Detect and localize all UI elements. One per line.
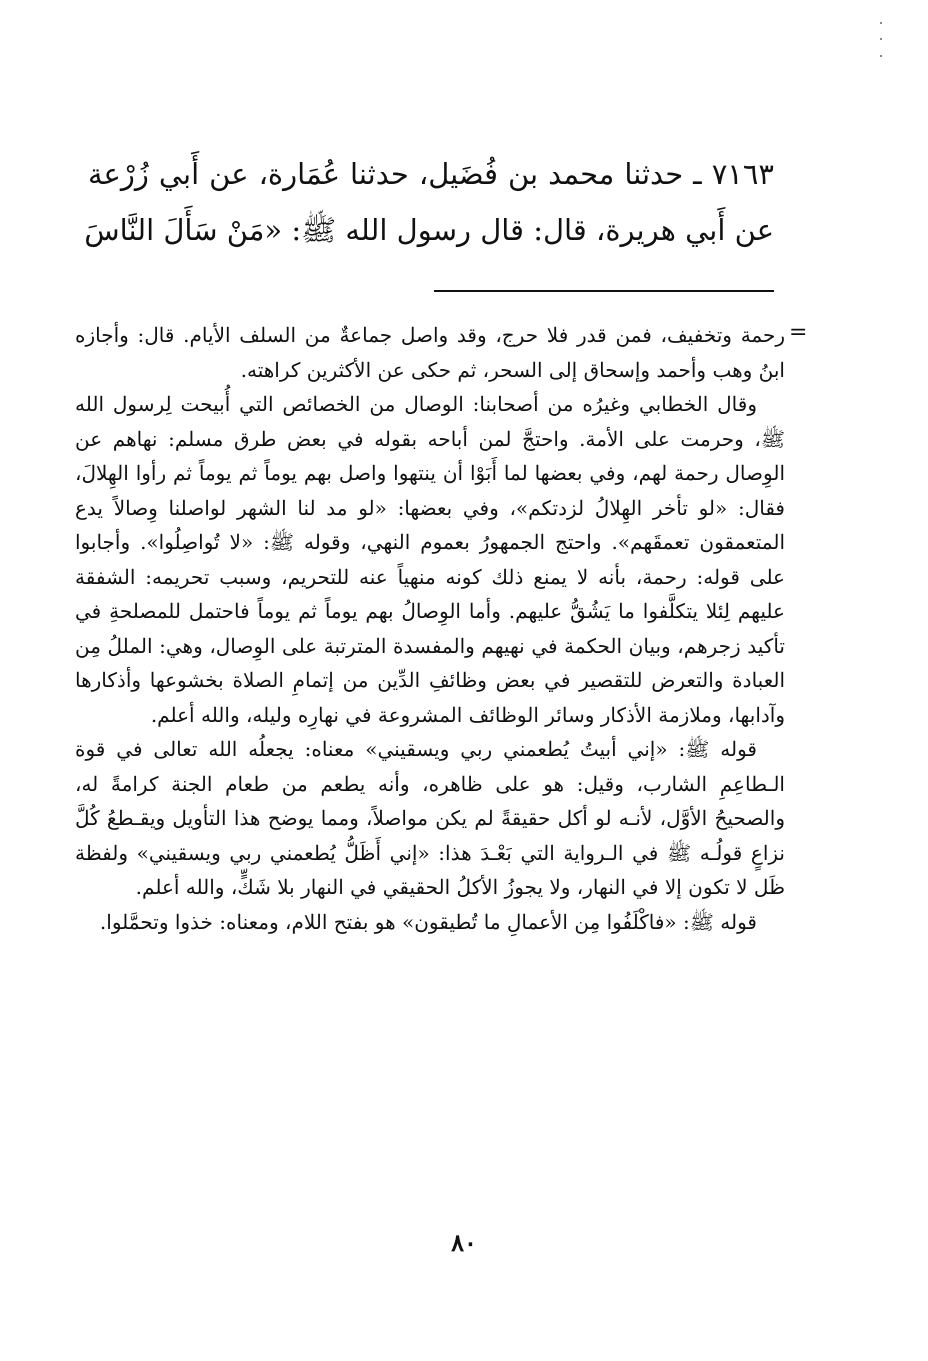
footnote-paragraph-3: قوله ﷺ: «إني أبيتُ يُطعمني ربي ويسقيني» معناه: يجعلُه الله تعالى في قوة الـطاعِمِ الشارب، وقيل: هو على ظاهره، وأنه يطعم من طعام الجنة كرامةً له، والصحيحُ الأوَّل، لأنـه لو أكل حقيقةً لم يكن مواصلاً، ومما يوضح هذا التأويل ويقـطعُ كُلَّ نزاعٍ قولُـه ﷺ في الـرواية التي بَعْـدَ هذا: «إني أَظَلُّ يُطعمني ربي ويسقيني» ولفظة ظَل لا تكون إلا في النهار، ولا يجوزُ الأكلُ الحقيقي في النهار بلا شَكٍّ، والله أعلم. bbox=[75, 737, 785, 899]
footnote-separator bbox=[434, 290, 774, 292]
hadith-line-1: ٧١٦٣ ـ حدثنا محمد بن فُضَيل، حدثنا عُمَارة، عن أَبي زُرْعة bbox=[88, 157, 774, 191]
footnote-block bbox=[75, 318, 785, 939]
scan-speck bbox=[880, 22, 882, 24]
hadith-text bbox=[84, 146, 774, 258]
scan-speck bbox=[880, 55, 882, 57]
scan-speck bbox=[880, 38, 882, 40]
footnote-paragraph-2: وقال الخطابي وغيرُه من أصحابنا: الوصال من الخصائص التي أُبيحت لِرسول الله ﷺ، وحرمت على الأمة. واحتجَّ لمن أباحه بقوله في بعض طرق مسلم: نهاهم عن الوِصال رحمة لهم، وفي بعضها لما أَبَوْا أن ينتهوا واصل بهم يوماً ثم يوماً ثم رأوا الهِلالَ، فقال: «لو تأخر الهِلالُ لزدتكم»، وفي بعضها: «لو مد لنا الشهر لواصلنا وِصالاً يدع المتعمقون تعمقَهم». واحتج الجمهورُ بعموم النهي، وقوله ﷺ: «لا تُواصِلُوا». وأجابوا على قوله: رحمة، بأنه لا يمنع ذلك كونه منهياً عنه للتحريم، وسبب تحريمه: الشفقة عليهم لِئلا يتكلَّفوا ما يَشُقُّ عليهم. وأما الوِصالُ بهم يوماً ثم يوماً فاحتمل للمصلحةِ في تأكيد زجرهم، وبيان الحكمة في نهيهم والمفسدة المترتبة على الوِصال، وهي: المللُ مِن العبادة والتعرض للتقصير في بعض وظائفِ الدِّين من إتمامِ الصلاة بخشوعها وأذكارها وآدابها، وملازمة الأذكار وسائر الوظائف المشروعة في نهارِه وليله، والله أعلم. bbox=[75, 392, 785, 727]
footnote-paragraph-1: رحمة وتخفيف، فمن قدر فلا حرج، وقد واصل جماعةٌ من السلف الأيام. قال: وأجازه ابنُ وهب وأحمد وإسحاق إلى السحر، ثم حكى عن الأكثرين كراهته. bbox=[75, 323, 785, 382]
footnote-paragraph-4: قوله ﷺ: «فاكْلَفُوا مِن الأعمالِ ما تُطيقون» هو بفتح اللام، ومعناه: خذوا وتحمَّلوا. bbox=[99, 909, 757, 934]
hadith-line-2: عن أَبي هريرة، قال: قال رسول الله ﷺ: «مَنْ سَأَلَ النَّاسَ bbox=[84, 213, 774, 247]
footnote-continuation-marker: = bbox=[789, 320, 808, 345]
page-number: ٨٠ bbox=[451, 1228, 477, 1257]
